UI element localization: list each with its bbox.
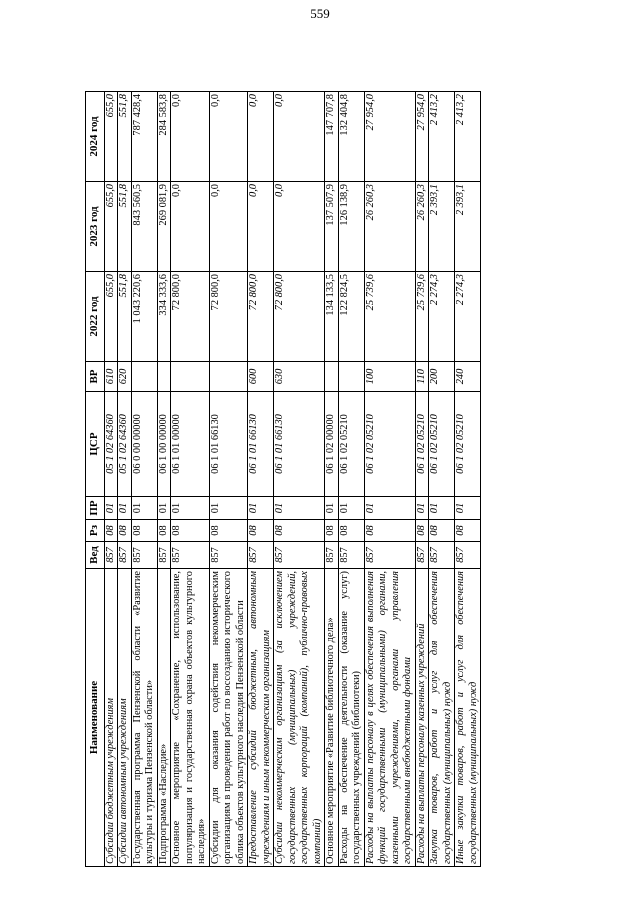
cell-y2023: 0,0 — [274, 182, 325, 272]
cell-rz: 08 — [131, 520, 157, 542]
cell-pr: 01 — [131, 497, 157, 520]
cell-name: Закупка товаров, работ и услуг для обеспечения государственных (муниципальных) нужд — [429, 569, 455, 867]
cell-csr: 06 1 01 66130 — [209, 392, 247, 497]
cell-vr — [131, 362, 157, 392]
cell-ved: 857 — [338, 542, 364, 569]
cell-name: Расходы на выплаты персоналу казенных учреждений — [415, 569, 428, 867]
cell-y2023: 0,0 — [209, 182, 247, 272]
header-cell: 2023 год — [86, 182, 105, 272]
cell-csr: 06 1 02 05210 — [364, 392, 415, 497]
cell-csr: 05 1 02 64360 — [118, 392, 131, 497]
table-row — [325, 92, 338, 867]
cell-name: Основное мероприятие «Сохранение, использование, популяризация и государственная охрана объектов культурного наследия» — [171, 569, 209, 867]
cell-y2022: 72 800,0 — [171, 272, 209, 362]
cell-y2022: 2 274,3 — [455, 272, 481, 362]
cell-name: Субсидии некоммерческим организациям (за исключением государственных (муниципальных) учреждений, государственных корпораций (компаний), публично-правовых компаний) — [274, 569, 325, 867]
header-cell: Наименование — [86, 569, 105, 867]
cell-ved: 857 — [415, 542, 428, 569]
cell-y2023: 2 393,1 — [429, 182, 455, 272]
cell-pr: 01 — [171, 497, 209, 520]
cell-y2024: 655,0 — [105, 92, 118, 182]
cell-vr — [157, 362, 170, 392]
table-row — [105, 92, 118, 867]
cell-y2023: 0,0 — [171, 182, 209, 272]
cell-name: Иные закупки товаров, работ и услуг для обеспечения государственных (муниципальных) нужд — [455, 569, 481, 867]
cell-csr: 06 1 02 05210 — [429, 392, 455, 497]
cell-y2023: 137 507,9 — [325, 182, 338, 272]
cell-vr: 630 — [274, 362, 325, 392]
cell-y2024: 0,0 — [248, 92, 274, 182]
cell-vr: 610 — [105, 362, 118, 392]
budget-table-container — [85, 92, 555, 867]
cell-vr: 200 — [429, 362, 455, 392]
cell-pr: 01 — [429, 497, 455, 520]
cell-name: Субсидии для оказания содействия некоммерческим организациям в проведении работ по воссозданию исторического облика объектов культурного наследия Пензенской области — [209, 569, 247, 867]
cell-y2024: 27 954,0 — [364, 92, 415, 182]
cell-y2024: 132 404,8 — [338, 92, 364, 182]
cell-y2022: 122 824,5 — [338, 272, 364, 362]
cell-csr: 06 1 02 00000 — [325, 392, 338, 497]
cell-pr: 01 — [157, 497, 170, 520]
header-cell: ВР — [86, 362, 105, 392]
cell-ved: 857 — [274, 542, 325, 569]
table-body — [105, 92, 481, 867]
cell-y2022: 1 043 220,6 — [131, 272, 157, 362]
header-cell: 2024 год — [86, 92, 105, 182]
cell-y2024: 787 428,4 — [131, 92, 157, 182]
cell-y2022: 2 274,3 — [429, 272, 455, 362]
cell-csr: 06 1 02 05210 — [415, 392, 428, 497]
table-row — [274, 92, 325, 867]
cell-vr — [338, 362, 364, 392]
cell-y2023: 26 260,3 — [415, 182, 428, 272]
cell-vr: 620 — [118, 362, 131, 392]
header-cell: ПР — [86, 497, 105, 520]
cell-y2022: 25 739,6 — [415, 272, 428, 362]
cell-rz: 08 — [338, 520, 364, 542]
cell-ved: 857 — [105, 542, 118, 569]
cell-y2022: 72 800,0 — [274, 272, 325, 362]
cell-pr: 01 — [274, 497, 325, 520]
cell-y2023: 2 393,1 — [455, 182, 481, 272]
cell-csr: 06 1 02 05210 — [455, 392, 481, 497]
cell-y2024: 2 413,2 — [429, 92, 455, 182]
cell-rz: 08 — [455, 520, 481, 542]
cell-vr: 600 — [248, 362, 274, 392]
cell-y2023: 551,8 — [118, 182, 131, 272]
cell-csr: 05 1 02 64360 — [105, 392, 118, 497]
cell-vr: 240 — [455, 362, 481, 392]
cell-name: Предоставление субсидий бюджетным, автономным учреждениям и иным некоммерческим организациям — [248, 569, 274, 867]
cell-rz: 08 — [171, 520, 209, 542]
cell-name: Государственная программа Пензенской области «Развитие культуры и туризма Пензенской области» — [131, 569, 157, 867]
cell-rz: 08 — [248, 520, 274, 542]
cell-ved: 857 — [429, 542, 455, 569]
cell-ved: 857 — [209, 542, 247, 569]
table-row — [415, 92, 428, 867]
cell-y2022: 134 133,5 — [325, 272, 338, 362]
cell-name: Расходы на обеспечение деятельности (оказание услуг) государственных учреждений (библиотеки) — [338, 569, 364, 867]
cell-csr: 06 0 00 00000 — [131, 392, 157, 497]
cell-vr: 100 — [364, 362, 415, 392]
cell-y2023: 0,0 — [248, 182, 274, 272]
cell-rz: 08 — [364, 520, 415, 542]
cell-y2023: 269 081,9 — [157, 182, 170, 272]
cell-y2024: 0,0 — [171, 92, 209, 182]
cell-csr: 06 1 01 66130 — [248, 392, 274, 497]
cell-pr: 01 — [455, 497, 481, 520]
cell-name: Субсидии бюджетным учреждениям — [105, 569, 118, 867]
table-row — [455, 92, 481, 867]
cell-y2024: 2 413,2 — [455, 92, 481, 182]
header-cell: 2022 год — [86, 272, 105, 362]
cell-rz: 08 — [118, 520, 131, 542]
cell-y2022: 25 739,6 — [364, 272, 415, 362]
cell-y2024: 147 707,8 — [325, 92, 338, 182]
cell-rz: 08 — [325, 520, 338, 542]
table-header-row — [86, 92, 105, 867]
cell-pr: 01 — [209, 497, 247, 520]
table-row — [118, 92, 131, 867]
cell-ved: 857 — [171, 542, 209, 569]
table-row — [131, 92, 157, 867]
cell-rz: 08 — [429, 520, 455, 542]
table-row — [429, 92, 455, 867]
cell-name: Основное мероприятие «Развитие библиотечного дела» — [325, 569, 338, 867]
page-number: 559 — [310, 6, 330, 21]
table-row — [209, 92, 247, 867]
cell-name: Расходы на выплаты персоналу в целях обеспечения выполнения функций государственными (муниципальными) органами, казенными учреждениями, органами управления государственными внебюджетными фондами — [364, 569, 415, 867]
cell-name: Субсидии автономным учреждениям — [118, 569, 131, 867]
cell-y2024: 0,0 — [209, 92, 247, 182]
header-cell: ЦСР — [86, 392, 105, 497]
header-cell: Вед — [86, 542, 105, 569]
cell-y2024: 27 954,0 — [415, 92, 428, 182]
cell-pr: 01 — [105, 497, 118, 520]
table-row — [364, 92, 415, 867]
cell-rz: 08 — [415, 520, 428, 542]
cell-y2022: 72 800,0 — [209, 272, 247, 362]
cell-y2022: 655,0 — [105, 272, 118, 362]
cell-vr — [209, 362, 247, 392]
cell-y2023: 26 260,3 — [364, 182, 415, 272]
cell-ved: 857 — [118, 542, 131, 569]
cell-rz: 08 — [209, 520, 247, 542]
cell-pr: 01 — [118, 497, 131, 520]
cell-y2023: 655,0 — [105, 182, 118, 272]
cell-pr: 01 — [325, 497, 338, 520]
cell-csr: 06 1 01 66130 — [274, 392, 325, 497]
cell-pr: 01 — [415, 497, 428, 520]
cell-csr: 06 1 00 00000 — [157, 392, 170, 497]
cell-vr — [171, 362, 209, 392]
cell-vr — [325, 362, 338, 392]
cell-y2022: 334 333,6 — [157, 272, 170, 362]
cell-ved: 857 — [455, 542, 481, 569]
table-row — [338, 92, 364, 867]
cell-vr: 110 — [415, 362, 428, 392]
cell-csr: 06 1 01 00000 — [171, 392, 209, 497]
cell-pr: 01 — [338, 497, 364, 520]
cell-rz: 08 — [274, 520, 325, 542]
cell-csr: 06 1 02 05210 — [338, 392, 364, 497]
cell-ved: 857 — [157, 542, 170, 569]
cell-rz: 08 — [157, 520, 170, 542]
cell-y2023: 126 138,9 — [338, 182, 364, 272]
cell-y2024: 551,8 — [118, 92, 131, 182]
cell-ved: 857 — [325, 542, 338, 569]
cell-rz: 08 — [105, 520, 118, 542]
cell-name: Подпрограмма «Наследие» — [157, 569, 170, 867]
cell-ved: 857 — [248, 542, 274, 569]
cell-ved: 857 — [364, 542, 415, 569]
cell-y2024: 0,0 — [274, 92, 325, 182]
cell-y2023: 843 560,5 — [131, 182, 157, 272]
cell-ved: 857 — [131, 542, 157, 569]
cell-pr: 01 — [364, 497, 415, 520]
table-row — [248, 92, 274, 867]
budget-table — [85, 91, 481, 867]
cell-y2024: 284 583,8 — [157, 92, 170, 182]
table-row — [171, 92, 209, 867]
table-row — [157, 92, 170, 867]
cell-pr: 01 — [248, 497, 274, 520]
header-cell: Рз — [86, 520, 105, 542]
cell-y2022: 72 800,0 — [248, 272, 274, 362]
cell-y2022: 551,8 — [118, 272, 131, 362]
